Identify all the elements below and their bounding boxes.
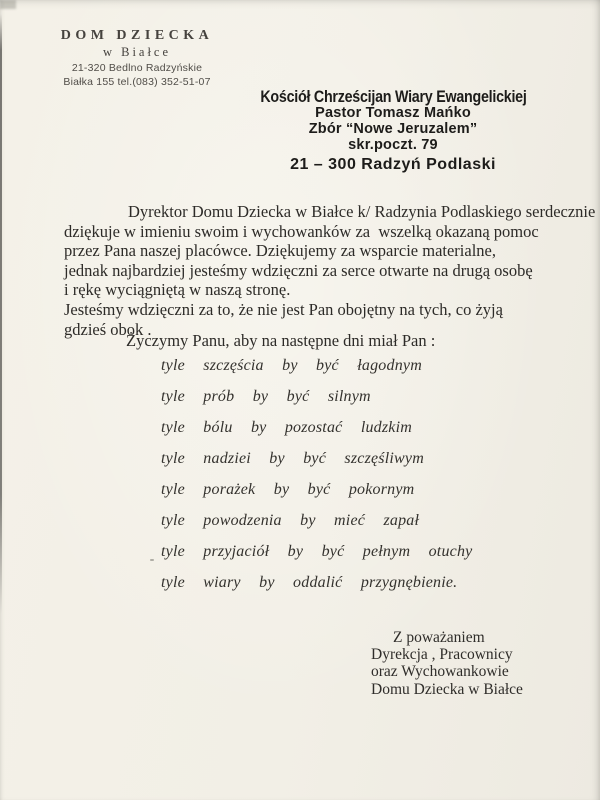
recipient-organization-text: Kościół Chrześcijan Wiary Ewangelickiej [259, 87, 527, 106]
body-line: gdzieś obok . [64, 319, 152, 339]
body-line: Jesteśmy wdzięczni za to, że nie jest Pan obojętny na tych, co żyją [64, 299, 503, 319]
signature-line: oraz Wychowankowie [371, 663, 509, 681]
wish-item: tyle prób by być silnym [161, 388, 371, 405]
recipient-person: Pastor Tomasz Mańko [315, 105, 471, 121]
wishes-intro: Życzymy Panu, aby na następne dni miał Pan : [126, 331, 436, 350]
wish-item: tyle szczęścia by być łagodnym [161, 357, 422, 374]
body-line: przez Pana naszej placówce. Dziękujemy za wsparcie materialne, [64, 241, 496, 261]
wish-item: tyle nadziei by być szczęśliwym [161, 450, 424, 467]
recipient-congregation: Zbór “Nowe Jeruzalem” [308, 121, 478, 137]
letterhead-stamp [48, 28, 226, 88]
signature-line: Domu Dziecka w Białce [371, 680, 523, 698]
recipient-po-box: skr.poczt. 79 [348, 137, 438, 153]
recipient-organization [228, 88, 558, 105]
signature-block [371, 629, 523, 698]
wish-item: tyle powodzenia by mieć zapał [161, 512, 420, 529]
body-line: jednak najbardziej jesteśmy wdzięczni za serce otwarte na drugą osobę [64, 260, 533, 280]
recipient-city: 21 – 300 Radzyń Podlaski [290, 156, 496, 173]
recipient-block [228, 88, 558, 174]
body-line: i rękę wyciągniętą w naszą stronę. [64, 280, 291, 300]
wish-item: tyle bólu by pozostać ludzkim [161, 419, 413, 436]
scan-edge-artifact [0, 14, 2, 614]
scan-corner-smudge [0, 0, 16, 9]
body-paragraph [64, 202, 596, 339]
body-line: dziękuje w imieniu swoim i wychowanków za wszelką okazaną pomoc [64, 221, 539, 241]
stamp-org-name: DOM DZIECKA [60, 28, 214, 43]
wish-item: tyle przyjaciół by być pełnym otuchy [161, 543, 473, 560]
scan-speck-artifact [150, 559, 154, 561]
wish-item: tyle porażek by być pokornym [161, 481, 415, 498]
signature-line: Dyrekcja , Pracownicy [371, 646, 513, 664]
wishes-list [161, 357, 472, 605]
stamp-postal-line: 21-320 Bedlno Radzyńskie [71, 62, 203, 74]
stamp-phone-line: Białka 155 tel.(083) 352-51-07 [63, 76, 211, 88]
stamp-location: w Białce [102, 45, 172, 59]
wish-item: tyle wiary by oddalić przygnębienie. [161, 574, 458, 591]
body-line: Dyrektor Domu Dziecka w Białce k/ Radzynia Podlaskiego serdecznie [128, 202, 596, 221]
signature-line: Z poważaniem [393, 629, 485, 646]
